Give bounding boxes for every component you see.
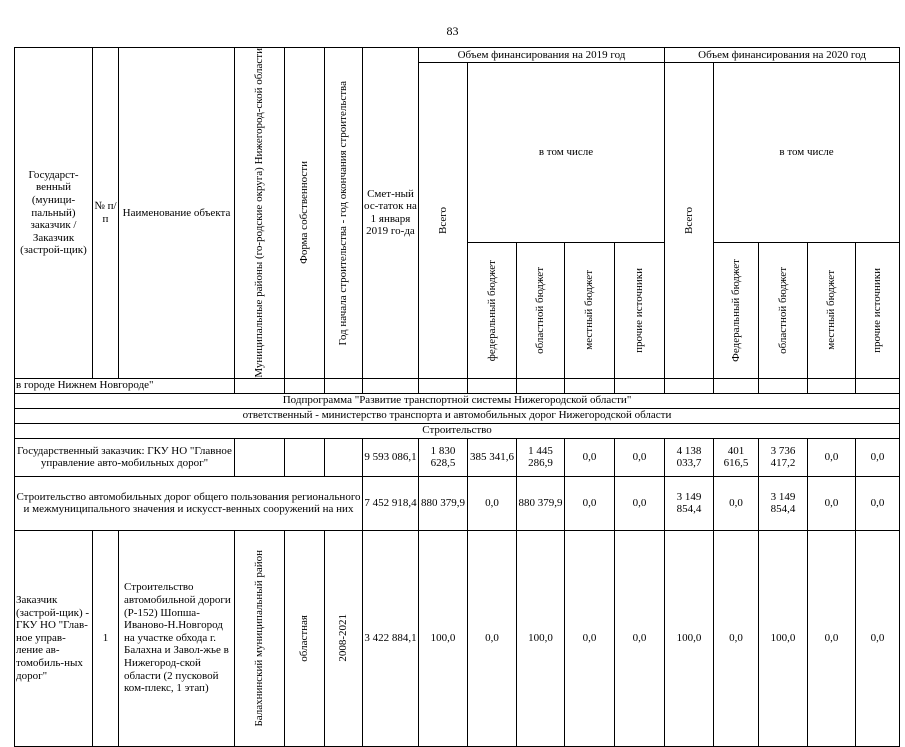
header-ownership xyxy=(285,48,325,379)
state-customer-estimate: 9 593 086,1 xyxy=(363,438,419,476)
state-customer-2019-regional: 1 445 286,9 xyxy=(517,438,565,476)
empty-cell xyxy=(363,378,419,393)
empty-cell xyxy=(759,378,808,393)
object-ownership-text: областная xyxy=(298,614,311,662)
road-construction-2020-local: 0,0 xyxy=(808,476,856,530)
object-ownership xyxy=(285,530,325,746)
state-customer-2019-total: 1 830 628,5 xyxy=(419,438,468,476)
road-construction-label: Строительство автомобильных дорог общего пользования регионального и межмуниципального значения и искусст-венных сооружений на них xyxy=(15,476,363,530)
header-years xyxy=(325,48,363,379)
header-including-2020: в том числе xyxy=(714,63,900,243)
state-customer-2020-other: 0,0 xyxy=(856,438,900,476)
empty-cell xyxy=(419,378,468,393)
header-regional-2020-text: областной бюджет xyxy=(776,266,789,354)
header-object-name: Наименование объекта xyxy=(119,48,235,379)
header-other-2019-text: прочие источники xyxy=(633,267,646,353)
header-funding-2019: Объем финансирования на 2019 год xyxy=(419,48,665,63)
state-customer-2019-other: 0,0 xyxy=(615,438,665,476)
header-ownership-text: Форма собственности xyxy=(298,161,311,265)
empty-cell xyxy=(235,438,285,476)
object-2020-local: 0,0 xyxy=(808,530,856,746)
header-districts xyxy=(235,48,285,379)
object-2019-other: 0,0 xyxy=(615,530,665,746)
header-total-2020-text: Всего xyxy=(682,206,695,234)
header-federal-2019 xyxy=(468,242,517,378)
empty-cell xyxy=(285,438,325,476)
header-federal-2020 xyxy=(714,242,759,378)
empty-cell xyxy=(325,438,363,476)
header-total-2019-text: Всего xyxy=(436,206,449,234)
empty-cell xyxy=(615,378,665,393)
road-construction-2020-other: 0,0 xyxy=(856,476,900,530)
empty-cell xyxy=(665,378,714,393)
object-num: 1 xyxy=(93,530,119,746)
object-2020-federal: 0,0 xyxy=(714,530,759,746)
page-number: 83 xyxy=(446,24,459,38)
header-local-2019 xyxy=(565,242,615,378)
header-federal-2020-text: Федеральный бюджет xyxy=(729,258,742,362)
header-years-text: Год начала строительства - год окончания строительства xyxy=(337,80,350,346)
empty-cell xyxy=(325,378,363,393)
header-federal-2019-text: федеральный бюджет xyxy=(485,259,498,361)
object-2019-total: 100,0 xyxy=(419,530,468,746)
header-local-2020-text: местный бюджет xyxy=(825,270,838,351)
road-construction-2020-total: 3 149 854,4 xyxy=(665,476,714,530)
road-construction-estimate: 7 452 918,4 xyxy=(363,476,419,530)
road-construction-2019-regional: 880 379,9 xyxy=(517,476,565,530)
header-other-2019 xyxy=(615,242,665,378)
object-name: Строительство автомобильной дороги (Р-152) Шопша-Иваново-Н.Новгород на участке обхода г. Балахна и Завол-жье в Нижегород-ской области (2 пусковой ком-плекс, 1 этап) xyxy=(119,530,235,746)
header-regional-2019 xyxy=(517,242,565,378)
state-customer-2020-total: 4 138 033,7 xyxy=(665,438,714,476)
budget-table xyxy=(14,47,900,747)
header-including-2019: в том числе xyxy=(468,63,665,243)
object-2020-total: 100,0 xyxy=(665,530,714,746)
header-total-2020 xyxy=(665,63,714,379)
object-customer: Заказчик (застрой-щик) - ГКУ НО "Глав-ное управ-ление ав-томобиль-ных дорог" xyxy=(15,530,93,746)
state-customer-2020-federal: 401 616,5 xyxy=(714,438,759,476)
state-customer-2019-local: 0,0 xyxy=(565,438,615,476)
header-other-2020 xyxy=(856,242,900,378)
responsible-ministry: ответственный - министерство транспорта и автомобильных дорог Нижегородской области xyxy=(15,408,900,423)
object-estimate: 3 422 884,1 xyxy=(363,530,419,746)
object-2019-local: 0,0 xyxy=(565,530,615,746)
object-2020-regional: 100,0 xyxy=(759,530,808,746)
state-customer-2020-local: 0,0 xyxy=(808,438,856,476)
header-total-2019 xyxy=(419,63,468,379)
empty-cell xyxy=(285,378,325,393)
header-other-2020-text: прочие источники xyxy=(871,267,884,353)
object-2019-regional: 100,0 xyxy=(517,530,565,746)
empty-cell xyxy=(517,378,565,393)
section-construction: Строительство xyxy=(15,423,900,438)
object-years-text: 2008-2021 xyxy=(337,614,350,662)
budget-table-container xyxy=(14,47,900,747)
road-construction-2020-regional: 3 149 854,4 xyxy=(759,476,808,530)
object-district xyxy=(235,530,285,746)
empty-cell xyxy=(856,378,900,393)
state-customer-label: Государственный заказчик: ГКУ НО "Главное управление авто-мобильных дорог" xyxy=(15,438,235,476)
header-districts-text: Муниципальные районы (го-родские округа) Нижегород-ской области xyxy=(253,48,266,378)
header-funding-2020: Объем финансирования на 2020 год xyxy=(665,48,900,63)
road-construction-2019-other: 0,0 xyxy=(615,476,665,530)
header-num: № п/п xyxy=(93,48,119,379)
header-local-2019-text: местный бюджет xyxy=(583,270,596,351)
road-construction-2020-federal: 0,0 xyxy=(714,476,759,530)
header-regional-2019-text: областной бюджет xyxy=(534,266,547,354)
subprogram-title: Подпрограмма "Развитие транспортной системы Нижегородской области" xyxy=(15,393,900,408)
continuation-text: в городе Нижнем Новгороде" xyxy=(15,378,235,393)
empty-cell xyxy=(808,378,856,393)
state-customer-2020-regional: 3 736 417,2 xyxy=(759,438,808,476)
object-2020-other: 0,0 xyxy=(856,530,900,746)
road-construction-2019-federal: 0,0 xyxy=(468,476,517,530)
empty-cell xyxy=(235,378,285,393)
header-regional-2020 xyxy=(759,242,808,378)
state-customer-2019-federal: 385 341,6 xyxy=(468,438,517,476)
header-estimate: Смет-ный ос-таток на 1 января 2019 го-да xyxy=(363,48,419,379)
header-customer: Государст-венный (муници-пальный) заказчик / Заказчик (застрой-щик) xyxy=(15,48,93,379)
road-construction-2019-local: 0,0 xyxy=(565,476,615,530)
empty-cell xyxy=(565,378,615,393)
object-2019-federal: 0,0 xyxy=(468,530,517,746)
header-local-2020 xyxy=(808,242,856,378)
empty-cell xyxy=(714,378,759,393)
object-district-text: Балахнинский муниципальный район xyxy=(253,549,266,727)
object-years xyxy=(325,530,363,746)
road-construction-2019-total: 880 379,9 xyxy=(419,476,468,530)
empty-cell xyxy=(468,378,517,393)
